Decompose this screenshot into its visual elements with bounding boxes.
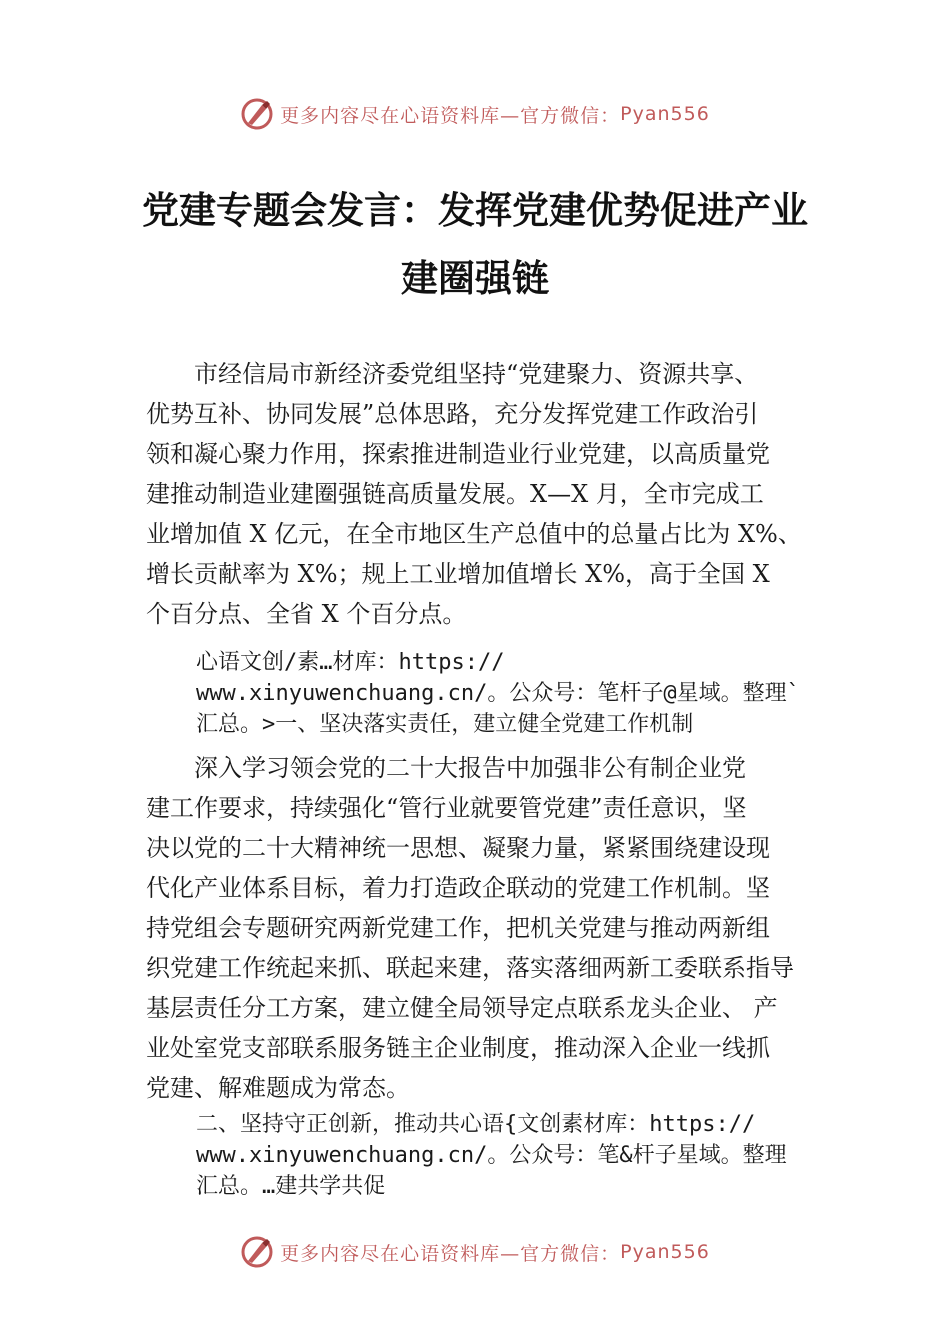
text-line: 领和凝心聚力作用，探索推进制造业行业党建，以高质量党 (146, 440, 770, 468)
text-line: 汇总。>一、坚决落实责任，建立健全党建工作机制 (196, 712, 694, 737)
text-line: 增长贡献率为 X%；规上工业增加值增长 X%，高于全国 X (146, 560, 770, 588)
text-line: 汇总。…建共学共促 (196, 1174, 386, 1199)
paragraph-mechanism (146, 748, 826, 1108)
source-note-2 (196, 1109, 836, 1202)
banner-text: 更多内容尽在心语资料库—官方微信： (280, 104, 621, 127)
text-line: 建推动制造业建圈强链高质量发展。X—X 月，全市完成工 (146, 480, 764, 508)
text-line: 心语文创/素…材库：https:// (196, 650, 505, 675)
text-line: www.xinyuwenchuang.cn/。公众号：笔&杆子星域。整理 (196, 1143, 787, 1168)
source-note-1 (196, 647, 836, 740)
text-line: 织党建工作统起来抓、联起来建，落实落细两新工委联系指导 (146, 954, 794, 982)
text-line: 决以党的二十大精神统一思想、凝聚力量，紧紧围绕建设现 (146, 834, 770, 862)
paragraph-intro (146, 354, 826, 634)
banner-handle: Pyan556 (620, 1241, 710, 1263)
banner-handle: Pyan556 (620, 103, 710, 125)
text-line: 业处室党支部联系服务链主企业制度，推动深入企业一线抓 (146, 1034, 770, 1062)
text-line: 二、坚持守正创新，推动共心语{文创素材库：https:// (196, 1112, 756, 1137)
document-title-line-2: 建圈强链 (401, 257, 549, 300)
header-watermark-banner (0, 94, 950, 134)
document-title-line-1: 党建专题会发言：发挥党建优势促进产业 (142, 189, 808, 232)
banner-text: 更多内容尽在心语资料库—官方微信： (280, 1242, 621, 1265)
pen-logo-icon (240, 1235, 274, 1269)
text-line: 业增加值 X 亿元，在全市地区生产总值中的总量占比为 X%、 (146, 520, 802, 548)
text-line: 个百分点、全省 X 个百分点。 (146, 600, 467, 628)
text-line: 党建、解难题成为常态。 (146, 1074, 410, 1102)
pen-logo-icon (240, 97, 274, 131)
text-line: 代化产业体系目标，着力打造政企联动的党建工作机制。坚 (146, 874, 770, 902)
text-line: 市经信局市新经济委党组坚持“党建聚力、资源共享、 (146, 360, 759, 388)
text-line: 优势互补、协同发展”总体思路，充分发挥党建工作政治引 (146, 400, 759, 428)
text-line: 基层责任分工方案，建立健全局领导定点联系龙头企业、 产 (146, 994, 778, 1022)
text-line: 持党组会专题研究两新党建工作，把机关党建与推动两新组 (146, 914, 770, 942)
footer-watermark-banner (0, 1232, 950, 1272)
text-line: 深入学习领会党的二十大报告中加强非公有制企业党 (146, 754, 746, 782)
text-line: www.xinyuwenchuang.cn/。公众号：笔杆子@星域。整理` (196, 681, 800, 706)
text-line: 建工作要求，持续强化“管行业就要管党建”责任意识，坚 (146, 794, 747, 822)
